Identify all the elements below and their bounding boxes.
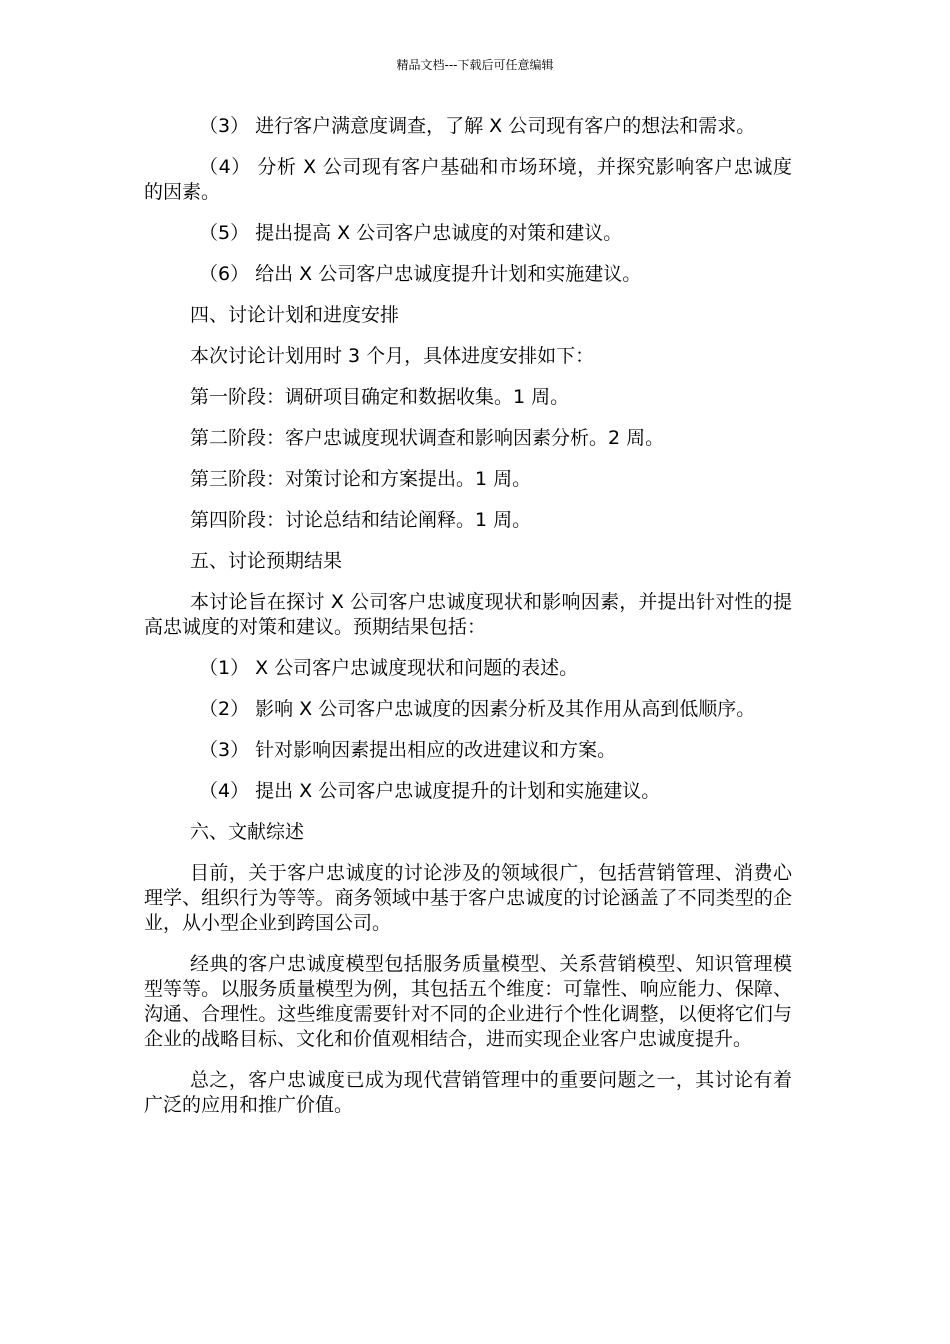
list-item-result-1: （1） X 公司客户忠诚度现状和问题的表述。	[199, 657, 579, 679]
literature-paragraph-3: 总之，客户忠诚度已成为现代营销管理中的重要问题之一，其讨论有着广泛的应用和推广价值。	[144, 1069, 792, 1116]
plan-intro: 本次讨论计划用时 3 个月，具体进度安排如下：	[190, 345, 595, 367]
list-item-result-2: （2） 影响 X 公司客户忠诚度的因素分析及其作用从高到低顺序。	[199, 698, 756, 720]
page-header: 精品文档---下载后可任意编辑	[396, 58, 554, 72]
list-item-objective-6: （6） 给出 X 公司客户忠诚度提升计划和实施建议。	[199, 263, 642, 285]
phase-4: 第四阶段：讨论总结和结论阐释。1 周。	[190, 509, 532, 531]
list-item-objective-4: （4） 分析 X 公司现有客户基础和市场环境，并探究影响客户忠诚度的因素。	[144, 156, 792, 203]
results-intro: 本讨论旨在探讨 X 公司客户忠诚度现状和影响因素，并提出针对性的提高忠诚度的对策和建议。预期结果包括：	[144, 591, 792, 638]
document-body	[144, 114, 792, 1134]
list-item-objective-3: （3） 进行客户满意度调查，了解 X 公司现有客户的想法和需求。	[199, 115, 756, 137]
section-heading-literature: 六、文献综述	[190, 821, 305, 843]
phase-1: 第一阶段：调研项目确定和数据收集。1 周。	[190, 386, 570, 408]
phase-3: 第三阶段：对策讨论和方案提出。1 周。	[190, 468, 532, 490]
phase-2: 第二阶段：客户忠诚度现状调查和影响因素分析。2 周。	[190, 427, 665, 449]
literature-paragraph-2: 经典的客户忠诚度模型包括服务质量模型、关系营销模型、知识管理模型等等。以服务质量模型为例，其包括五个维度：可靠性、响应能力、保障、沟通、合理性。这些维度需要针对不同的企业进行个性化调整，以便将它们与企业的战略目标、文化和价值观相结合，进而实现企业客户忠诚度提升。	[144, 953, 792, 1050]
list-item-objective-5: （5） 提出提高 X 公司客户忠诚度的对策和建议。	[199, 222, 623, 244]
section-heading-results: 五、讨论预期结果	[190, 550, 343, 572]
list-item-result-4: （4） 提出 X 公司客户忠诚度提升的计划和实施建议。	[199, 780, 661, 802]
list-item-result-3: （3） 针对影响因素提出相应的改进建议和方案。	[199, 739, 617, 761]
section-heading-plan: 四、讨论计划和进度安排	[190, 304, 400, 326]
literature-paragraph-1: 目前，关于客户忠诚度的讨论涉及的领域很广，包括营销管理、消费心理学、组织行为等等。商务领域中基于客户忠诚度的讨论涵盖了不同类型的企业，从小型企业到跨国公司。	[144, 862, 792, 934]
